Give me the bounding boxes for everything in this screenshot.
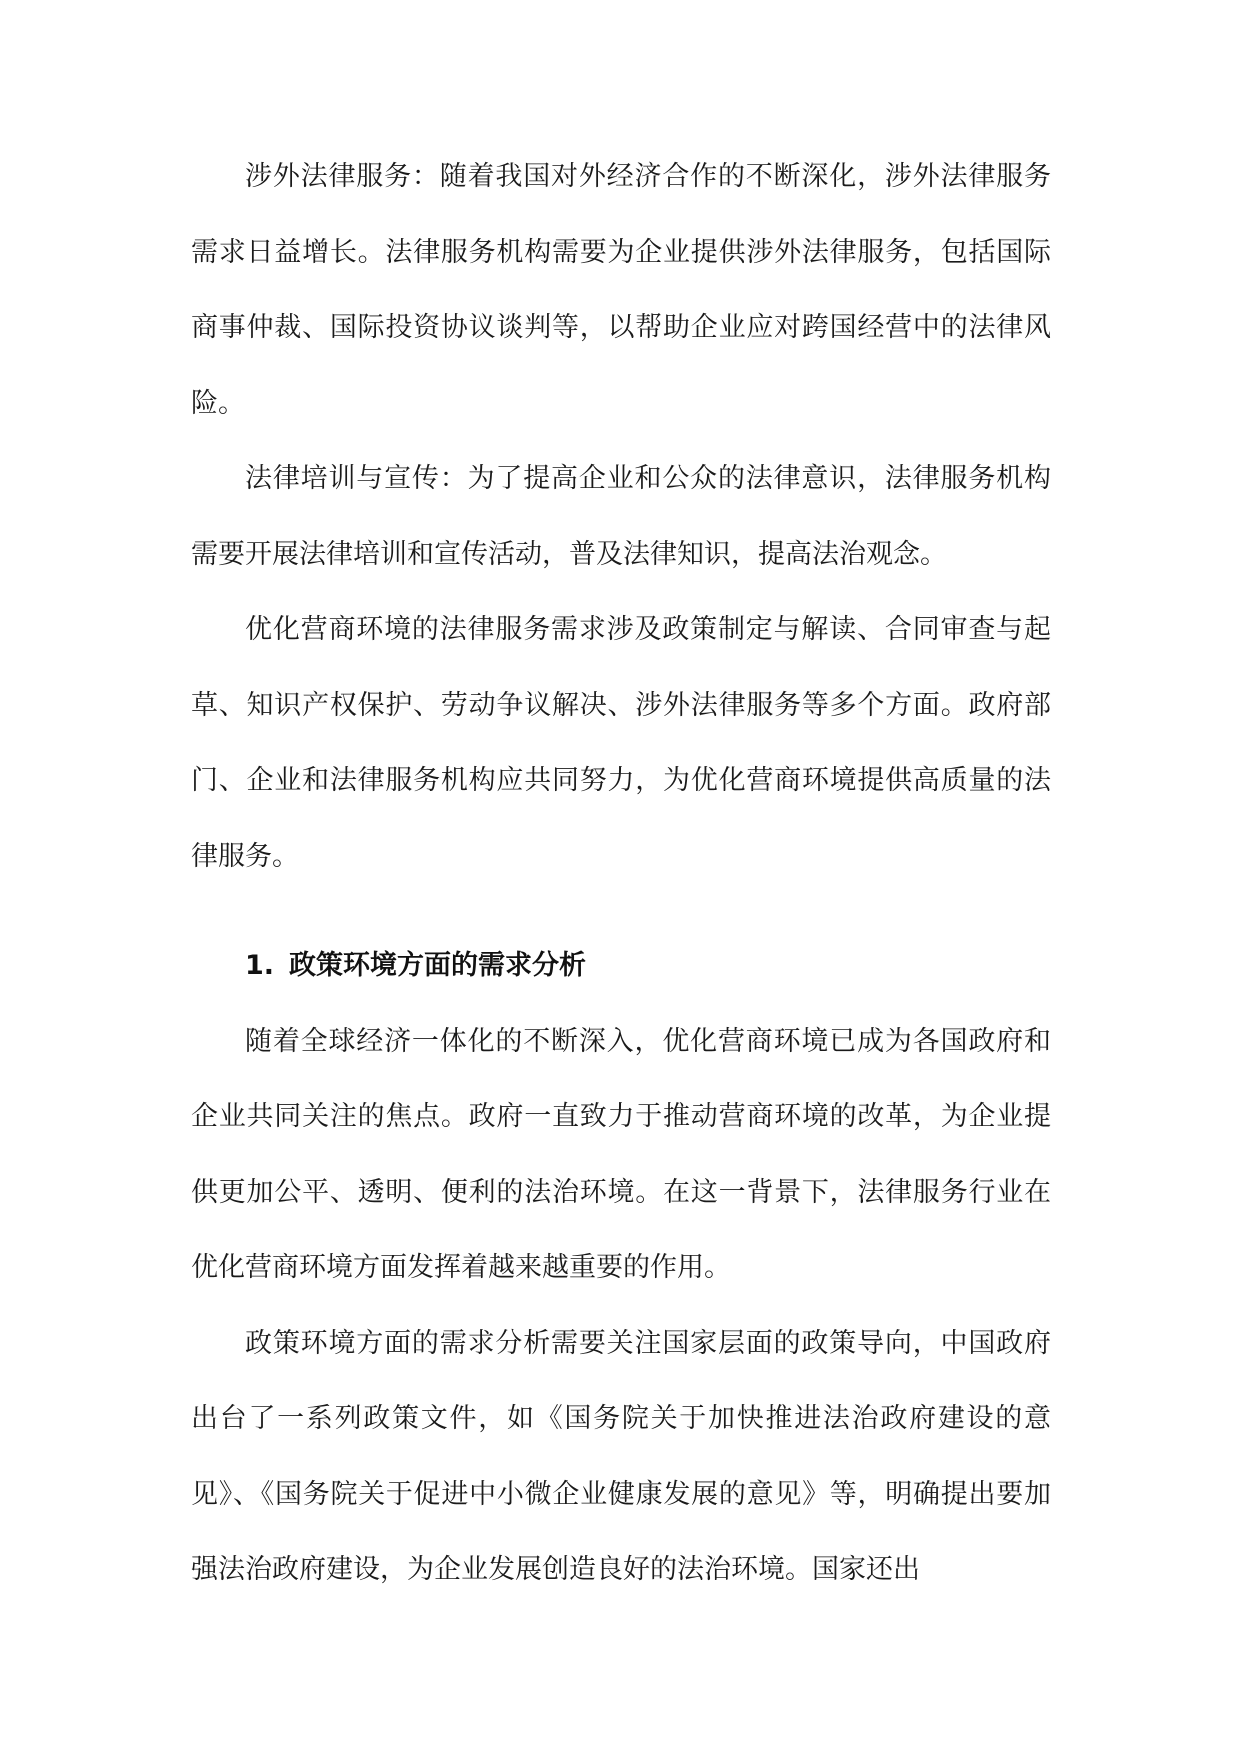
paragraph-policy-analysis: 政策环境方面的需求分析需要关注国家层面的政策导向，中国政府出台了一系列政策文件，如《国务院关于加快推进法治政府建设的意见》、《国务院关于促进中小微企业健康发展的意见》等，明确提出要加强法治政府建设，为企业发展创造良好的法治环境。国家还出 <box>191 1327 1051 1585</box>
paragraph-background: 随着全球经济一体化的不断深入，优化营商环境已成为各国政府和企业共同关注的焦点。政府一直致力于推动营商环境的改革，为企业提供更加公平、透明、便利的法治环境。在这一背景下，法律服务行业在优化营商环境方面发挥着越来越重要的作用。 <box>191 1025 1051 1283</box>
section-heading <box>191 928 1051 1004</box>
paragraph-foreign-legal-services: 涉外法律服务：随着我国对外经济合作的不断深化，涉外法律服务需求日益增长。法律服务机构需要为企业提供涉外法律服务，包括国际商事仲裁、国际投资协议谈判等，以帮助企业应对跨国经营中的法律风险。 <box>191 161 1051 419</box>
paragraph-legal-training: 法律培训与宣传：为了提高企业和公众的法律意识，法律服务机构需要开展法律培训和宣传活动，普及法律知识，提高法治观念。 <box>191 463 1051 570</box>
paragraph-summary: 优化营商环境的法律服务需求涉及政策制定与解读、合同审查与起草、知识产权保护、劳动争议解决、涉外法律服务等多个方面。政府部门、企业和法律服务机构应共同努力，为优化营商环境提供高质量的法律服务。 <box>191 614 1051 872</box>
section-number: 1. <box>245 950 275 981</box>
document-body <box>191 139 1051 1608</box>
section-title: 政策环境方面的需求分析 <box>289 950 586 981</box>
